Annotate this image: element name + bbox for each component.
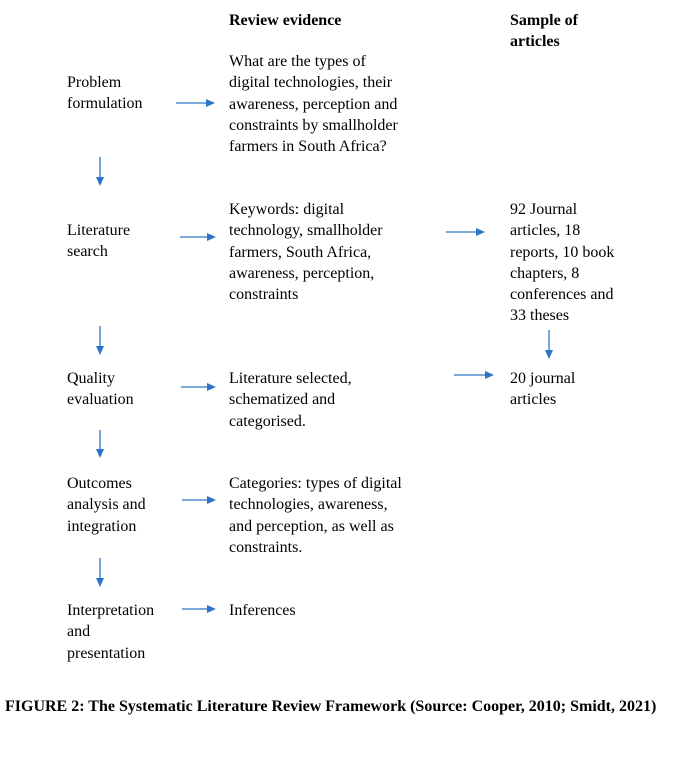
arrow-down-icon: [96, 157, 104, 186]
step-sample: 20 journal articles: [510, 370, 576, 409]
review-evidence-header: Review evidence: [229, 12, 342, 29]
step-evidence: Keywords: digital technology, smallholder farmers, South Africa, awareness, perception, constraints: [229, 201, 383, 304]
arrow-down-icon: [545, 330, 553, 359]
arrow-down-icon: [96, 326, 104, 355]
step-label: Interpretation and presentation: [67, 602, 155, 662]
arrow-right-icon: [180, 233, 216, 241]
arrow-right-icon: [176, 99, 215, 107]
arrow-right-icon: [181, 383, 216, 391]
step-sample: 92 Journal articles, 18 reports, 10 book chapters, 8 conferences and 33 theses: [510, 201, 615, 325]
arrow-right-icon: [182, 605, 216, 613]
arrow-right-icon: [454, 371, 494, 379]
step-evidence: Literature selected, schematized and categorised.: [229, 370, 352, 430]
arrow-right-icon: [182, 496, 216, 504]
step-label: Outcomes analysis and integration: [67, 475, 146, 535]
figure-caption: FIGURE 2: The Systematic Literature Review Framework (Source: Cooper, 2010; Smidt, 2021): [5, 698, 657, 715]
step-label: Literature search: [67, 222, 131, 261]
arrow-right-icon: [446, 228, 485, 236]
step-evidence: What are the types of digital technologies, their awareness, perception and constraints by smallholder farmers in South Africa?: [229, 53, 398, 156]
step-label: Quality evaluation: [67, 370, 134, 409]
arrow-down-icon: [96, 558, 104, 587]
arrow-down-icon: [96, 430, 104, 458]
sample-header: Sample of articles: [510, 12, 578, 51]
step-evidence: Inferences: [229, 602, 296, 619]
step-label: Problem formulation: [67, 74, 143, 113]
step-evidence: Categories: types of digital technologies, awareness, and perception, as well as constraints.: [229, 475, 402, 556]
